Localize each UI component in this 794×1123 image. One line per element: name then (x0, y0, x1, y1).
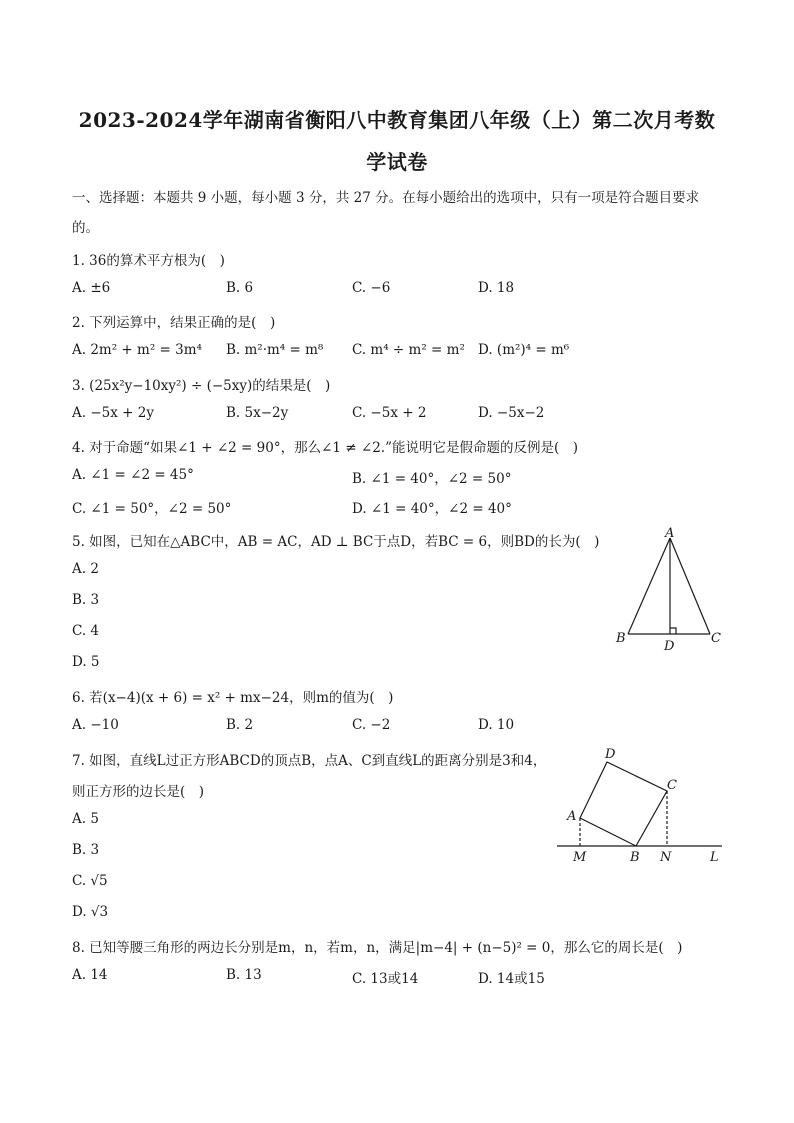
question-5-figure (610, 526, 730, 656)
label-a: A (567, 809, 577, 824)
document-title-line1: 2023-2024学年湖南省衡阳八中教育集团八年级（上）第二次月考数 (78, 108, 716, 132)
question-3-option-b: B. 5x−2y (226, 405, 289, 421)
section-heading-line2: 的。 (72, 220, 99, 236)
question-2-stem: 2. 下列运算中，结果正确的是( ) (72, 315, 276, 331)
label-b: B (630, 850, 640, 865)
question-8-option-c: C. 13或14 (352, 971, 419, 987)
label-c: C (711, 631, 721, 646)
question-7-figure (552, 744, 732, 866)
question-3-option-a: A. −5x + 2y (72, 405, 154, 421)
question-2-option-c: C. m⁴ ÷ m² = m² (352, 342, 465, 358)
question-8-option-b: B. 13 (226, 967, 262, 983)
question-3-option-c: C. −5x + 2 (352, 405, 427, 421)
question-5-stem: 5. 如图，已知在△ABC中，AB = AC，AD ⊥ BC于点D，若BC = 6，则BD的长为( ) (72, 534, 600, 550)
question-1-option-d: D. 18 (478, 280, 515, 296)
document-title-line2: 学试卷 (366, 150, 428, 174)
question-2-option-b: B. m²·m⁴ = m⁸ (226, 342, 324, 358)
question-6-option-b: B. 2 (226, 717, 254, 733)
question-4-option-a: A. ∠1 = ∠2 = 45° (72, 467, 194, 483)
section-heading-line1: 一、选择题：本题共 9 小题，每小题 3 分，共 27 分。在每小题给出的选项中，只有一项是符合题目要求 (72, 190, 700, 206)
question-8-option-a: A. 14 (72, 967, 108, 983)
question-2-option-a: A. 2m² + m² = 3m⁴ (72, 342, 202, 358)
question-8-stem: 8. 已知等腰三角形的两边长分别是m，n，若m，n，满足|m−4| + (n−5)² = 0，那么它的周长是( ) (72, 940, 683, 956)
question-7-option-c: C. √5 (72, 873, 108, 889)
question-7-option-a: A. 5 (72, 811, 99, 827)
question-1-option-a: A. ±6 (72, 280, 111, 296)
question-2-option-d: D. (m²)⁴ = m⁶ (478, 342, 570, 358)
question-5-option-d: D. 5 (72, 654, 100, 670)
question-7-option-d: D. √3 (72, 904, 109, 920)
square-abcd (580, 762, 667, 846)
question-8-option-d: D. 14或15 (478, 971, 545, 987)
label-a: A (665, 526, 675, 541)
question-7-stem-line2: 则正方形的边长是( ) (72, 784, 205, 800)
label-c: C (667, 778, 677, 793)
question-7-option-b: B. 3 (72, 842, 100, 858)
label-n: N (660, 850, 672, 865)
question-4-option-d: D. ∠1 = 40°，∠2 = 40° (352, 501, 512, 517)
label-b: B (616, 631, 626, 646)
question-4-stem: 4. 对于命题“如果∠1 + ∠2 = 90°，那么∠1 ≠ ∠2.”能说明它是假命题的反例是( ) (72, 440, 579, 456)
label-m: M (573, 850, 587, 865)
question-5-option-b: B. 3 (72, 592, 100, 608)
question-4-option-c: C. ∠1 = 50°，∠2 = 50° (72, 501, 232, 517)
question-6-stem: 6. 若(x−4)(x + 6) = x² + mx−24，则m的值为( ) (72, 690, 394, 706)
question-6-option-d: D. 10 (478, 717, 515, 733)
question-1-option-b: B. 6 (226, 280, 254, 296)
question-3-option-d: D. −5x−2 (478, 405, 545, 421)
segment-ab (628, 538, 670, 634)
segment-ac (670, 538, 710, 634)
question-1-option-c: C. −6 (352, 280, 391, 296)
question-6-option-c: C. −2 (352, 717, 391, 733)
label-d: D (605, 747, 616, 762)
label-l: L (710, 850, 719, 865)
question-5-option-c: C. 4 (72, 623, 100, 639)
question-5-option-a: A. 2 (72, 561, 99, 577)
question-6-option-a: A. −10 (72, 717, 119, 733)
question-4-option-b: B. ∠1 = 40°，∠2 = 50° (352, 471, 512, 487)
question-7-stem-line1: 7. 如图，直线L过正方形ABCD的顶点B，点A、C到直线L的距离分别是3和4， (72, 753, 547, 769)
label-d: D (664, 639, 675, 654)
question-1-stem: 1. 36的算术平方根为( ) (72, 253, 225, 269)
question-3-stem: 3. (25x²y−10xy²) ÷ (−5xy)的结果是( ) (72, 378, 331, 394)
right-angle-mark (670, 628, 676, 634)
